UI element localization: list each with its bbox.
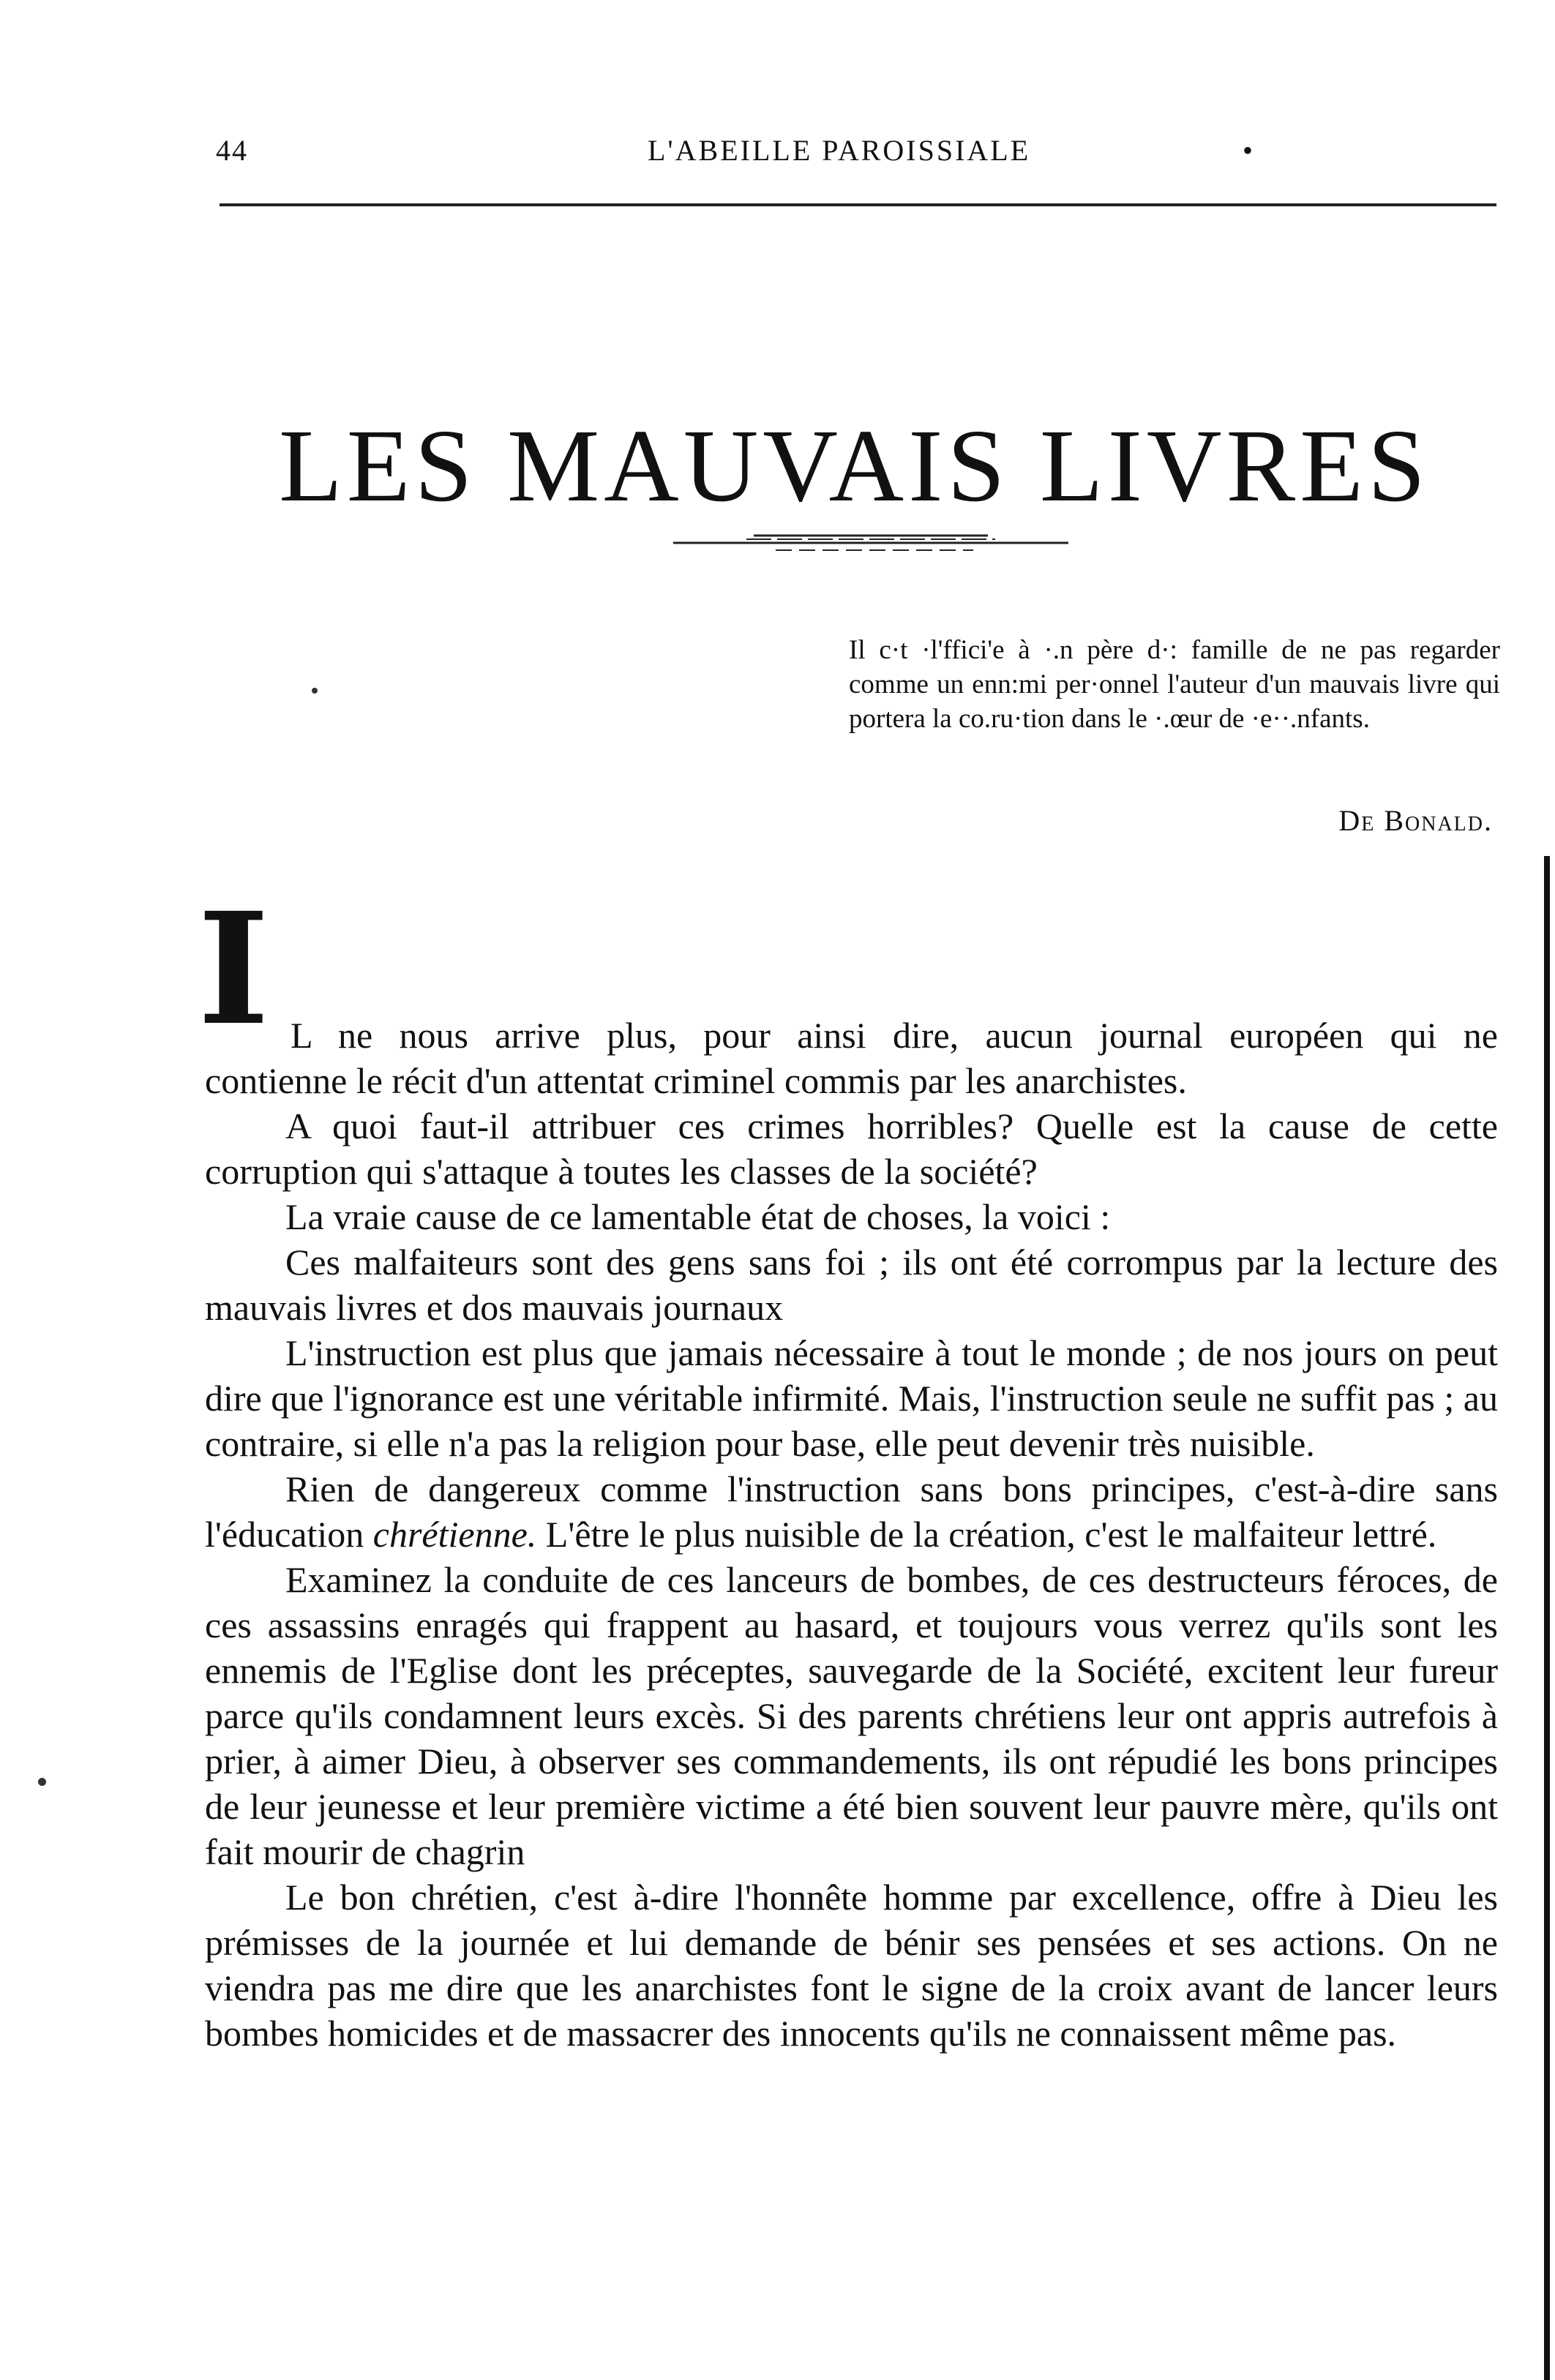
page-number: 44 [216,134,248,167]
paragraph-6 [205,1466,1498,1557]
drop-cap: I [198,879,270,1059]
epigraph-author: De Bonald. [1338,804,1493,837]
header-rule [220,203,1496,206]
stray-dot [312,688,318,694]
margin-dot [38,1778,46,1786]
paragraph-4: Ces malfaiteurs sont des gens sans foi ; ils ont été corrompus par la lecture des mauvais livres et dos mauvais journaux [205,1242,1498,1328]
paragraph-3: La vraie cause de ce lamentable état de choses, la voici : [285,1196,1111,1237]
paragraph-8: Le bon chrétien, c'est à-dire l'honnête homme par excellence, offre à Dieu les prémisses de la journée et lui demande de bénir ses pensées et ses actions. On ne viendra pas me dire que les anarchistes font le signe de la croix avant de lancer leurs bombes homicides et de massacrer des innocents qu'ils ne connaissent même pas. [205,1877,1498,2054]
running-title: L'ABEILLE PAROISSIALE [648,134,1031,167]
header-dot: • [1243,134,1255,167]
first-line: L ne nous arrive plus, pour ainsi dire, aucun journal européen qui ne [291,1015,1498,1056]
running-header [216,133,1496,177]
epigraph-quote: Il c·t ·l'ffici'e à ·.n père d·: famille de ne pas regarder comme un enn:mi per·onnel l'auteur d'un mauvais livre qui portera la co.ru·tion dans le ·.œur de ·e··.nfants. [849,635,1500,734]
title-ornament [666,527,1076,556]
paragraph-2: A quoi faut-il attribuer ces crimes horribles? Quelle est la cause de cette corruption qui s'attaque à toutes les classes de la société? [205,1105,1498,1192]
paragraph-1-rest: contienne le récit d'un attentat criminel commis par les anarchistes. [205,1060,1187,1101]
article-title: LES MAUVAIS LIVRES [279,408,1430,524]
paragraph-6-start: Rien de dangereux comme l'instruction sans bons principes, c'est-à-dire sans l'éducation [205,1468,1498,1555]
paragraph-6-end: L'être le plus nuisible de la création, c'est le malfaiteur lettré. [536,1514,1437,1555]
article-body [205,1058,1498,2056]
paragraph-5: L'instruction est plus que jamais nécessaire à tout le monde ; de nos jours on peut dire que l'ignorance est une véritable infirmité. Mais, l'instruction seule ne suffit pas ; au contraire, si elle n'a pas la religion pour base, elle peut devenir très nuisible. [205,1332,1498,1464]
scan-edge [1544,856,1550,2380]
paragraph-6-italic: chrétienne. [372,1514,537,1555]
paragraph-7: Examinez la conduite de ces lanceurs de bombes, de ces destructeurs féroces, de ces assassins enragés qui frappent au hasard, et toujours vous verrez qu'ils sont les ennemis de l'Eglise dont les préceptes, sauvegarde de la Société, excitent leur fureur parce qu'ils condamnent leurs excès. Si des parents chrétiens leur ont appris autrefois à prier, à aimer Dieu, à observer ses commandements, ils ont répudié les bons principes de leur jeunesse et leur première victime a été bien souvent leur pauvre mère, qu'ils ont fait mourir de chagrin [205,1559,1498,1872]
